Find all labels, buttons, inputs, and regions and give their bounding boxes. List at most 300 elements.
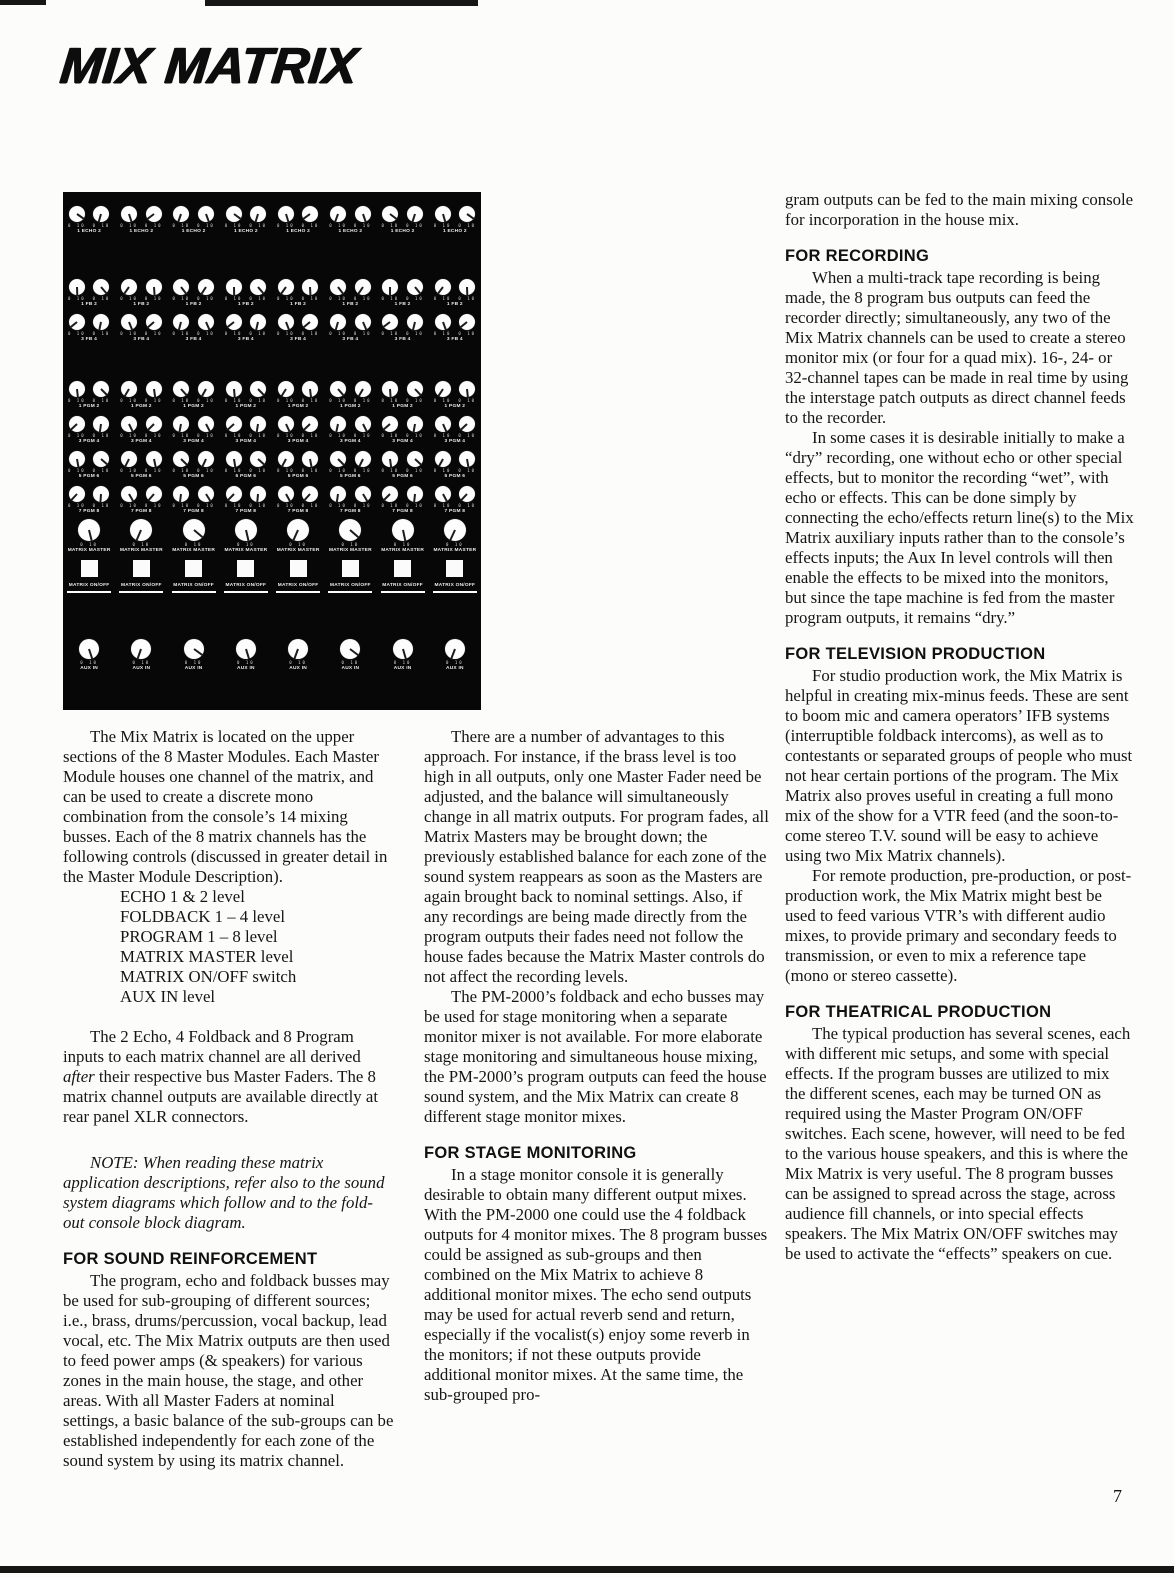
knob-scale-ticks: 0 10 bbox=[67, 468, 86, 473]
knob bbox=[330, 206, 346, 222]
knob-unit bbox=[249, 279, 267, 301]
knob-pointer bbox=[128, 424, 134, 433]
control-label: 3 PGM 4 bbox=[183, 439, 204, 444]
knob-pointer bbox=[147, 493, 154, 501]
knob bbox=[355, 206, 371, 222]
knob-pair bbox=[120, 451, 162, 473]
knob-scale-ticks: 0 10 bbox=[92, 296, 111, 301]
knob-pointer bbox=[70, 493, 77, 501]
knob-pointer bbox=[177, 214, 182, 223]
channel-strip bbox=[115, 192, 167, 710]
knob-unit bbox=[68, 206, 86, 228]
knob bbox=[278, 451, 294, 467]
knob-scale-ticks: 0 10 bbox=[353, 503, 372, 508]
knob-unit bbox=[329, 486, 347, 508]
knob-unit bbox=[68, 451, 86, 473]
knob-pointer bbox=[309, 287, 311, 296]
knob-pair bbox=[68, 314, 110, 336]
knob-scale-ticks: 0 10 bbox=[224, 433, 243, 438]
control-label: 7 PGM 8 bbox=[392, 509, 413, 514]
knob-unit bbox=[120, 381, 138, 403]
knob-scale-ticks: 0 10 bbox=[458, 398, 477, 403]
knob-scale-ticks: 0 10 bbox=[132, 542, 151, 547]
knob-scale-ticks: 0 10 bbox=[433, 331, 452, 336]
control-label: AUX IN bbox=[445, 666, 464, 671]
knob-unit bbox=[406, 416, 424, 438]
knob-pointer bbox=[413, 494, 416, 503]
knob bbox=[198, 381, 214, 397]
knob-unit bbox=[277, 416, 295, 438]
knob-pair bbox=[381, 206, 423, 228]
knob bbox=[250, 381, 266, 397]
knob-scale-ticks: 0 10 bbox=[237, 660, 255, 665]
control-label: 5 PGM 6 bbox=[183, 474, 204, 479]
paragraph: When a multi-track tape recording is being made, the 8 program bus outputs can feed the recorder directly; simultaneously, any two of the Mix Matrix channels can be used to create a stereo monitor mix (or four for a quad mix). 16-, 24- or 32-channel tapes can be made in real time by using the interstage patch outputs as direct channel feeds to the recorder. bbox=[785, 268, 1129, 427]
knob-unit bbox=[458, 381, 476, 403]
knob-pair bbox=[120, 486, 162, 508]
control-label: 3 FB 4 bbox=[446, 337, 463, 342]
control-label: 3 FB 4 bbox=[290, 337, 307, 342]
knob-scale-ticks: 0 10 bbox=[249, 398, 268, 403]
knob bbox=[435, 314, 451, 330]
knob-pointer bbox=[335, 424, 339, 433]
knob-unit bbox=[329, 451, 347, 473]
knob-scale-ticks: 0 10 bbox=[249, 468, 268, 473]
knob-unit bbox=[339, 519, 361, 547]
list-item: MATRIX ON/OFF switch bbox=[120, 967, 297, 986]
matrix-onoff-switch-row bbox=[328, 560, 372, 593]
knob-scale-ticks: 0 10 bbox=[406, 331, 424, 336]
knob bbox=[173, 486, 189, 502]
knob-unit bbox=[120, 314, 138, 336]
knob-scale-ticks: 0 10 bbox=[341, 542, 360, 547]
knob bbox=[121, 381, 137, 397]
knob-unit bbox=[225, 314, 243, 336]
knob bbox=[407, 416, 423, 432]
knob bbox=[382, 381, 398, 397]
knob bbox=[250, 486, 266, 502]
knob-scale-ticks: 0 10 bbox=[381, 433, 400, 438]
control-label: AUX IN bbox=[236, 666, 255, 671]
knob-pointer bbox=[205, 493, 211, 502]
knob-pointer bbox=[76, 213, 84, 220]
knob bbox=[250, 206, 266, 222]
knob bbox=[121, 206, 137, 222]
knob bbox=[355, 416, 371, 432]
knob-scale-ticks: 0 10 bbox=[353, 468, 372, 473]
knob-row bbox=[277, 279, 319, 308]
paragraph: The typical production has several scenes, each with different mic setups, and some with special effects. If the program busses are utilized to mix the different scenes, each may be turned ON as required using the Master Program ON/OFF switches. Each scene, however, will need to be fed to the various house speakers, and this is where the Mix Matrix is very useful. The 8 program busses can be assigned to spread across the stage, across audience fill channels, or into special effects speakers. The Mix Matrix ON/OFF switches may be used to activate the “effects” speakers on cue. bbox=[785, 1024, 1131, 1263]
knob-scale-ticks: 0 10 bbox=[446, 542, 464, 547]
text-column-middle bbox=[424, 727, 770, 1405]
knob bbox=[146, 314, 162, 330]
knob-scale-ticks: 0 10 bbox=[92, 223, 111, 228]
knob-pair bbox=[381, 451, 423, 473]
knob-scale-ticks: 0 10 bbox=[92, 433, 111, 438]
knob-unit bbox=[197, 451, 215, 473]
knob bbox=[198, 486, 214, 502]
channel-strip bbox=[220, 192, 272, 710]
control-label: 5 PGM 6 bbox=[444, 474, 466, 479]
knob-pair bbox=[381, 279, 423, 301]
knob-unit bbox=[249, 314, 267, 336]
knob-scale-ticks: 0 10 bbox=[433, 503, 452, 508]
knob-pointer bbox=[402, 530, 406, 542]
knob bbox=[250, 416, 266, 432]
knob bbox=[287, 519, 309, 541]
knob-pointer bbox=[402, 649, 407, 660]
knob-pointer bbox=[88, 649, 93, 660]
knob-scale-ticks: 0 10 bbox=[381, 296, 400, 301]
knob-scale-ticks: 0 10 bbox=[144, 468, 163, 473]
knob-unit bbox=[145, 381, 163, 403]
knob bbox=[444, 519, 466, 541]
knob-scale-ticks: 0 10 bbox=[329, 468, 347, 473]
knob-pointer bbox=[337, 458, 345, 466]
knob-scale-ticks: 0 10 bbox=[92, 503, 111, 508]
knob bbox=[69, 416, 85, 432]
knob-pair bbox=[329, 486, 371, 508]
panel-figure bbox=[63, 192, 481, 710]
knob-unit bbox=[145, 416, 163, 438]
knob-unit bbox=[329, 381, 347, 403]
knob-scale-ticks: 0 10 bbox=[80, 542, 98, 547]
knob-pointer bbox=[280, 388, 286, 397]
knob-scale-ticks: 0 10 bbox=[381, 223, 400, 228]
knob bbox=[302, 486, 318, 502]
knob-pointer bbox=[449, 530, 456, 542]
knob-pointer bbox=[226, 423, 234, 430]
knob bbox=[302, 206, 318, 222]
knob-pointer bbox=[76, 389, 79, 398]
knob-scale-ticks: 0 10 bbox=[224, 503, 243, 508]
knob-scale-ticks: 0 10 bbox=[458, 468, 477, 473]
knob-scale-ticks: 0 10 bbox=[433, 296, 452, 301]
knob-pointer bbox=[285, 322, 290, 331]
knob-scale-ticks: 0 10 bbox=[144, 331, 163, 336]
channel-strip bbox=[168, 192, 220, 710]
control-label: 1 FB 2 bbox=[290, 302, 307, 307]
knob-pair bbox=[434, 314, 476, 336]
control-label: 1 ECHO 2 bbox=[286, 229, 311, 234]
knob bbox=[278, 314, 294, 330]
knob-pointer bbox=[226, 321, 234, 328]
knob-scale-ticks: 0 10 bbox=[381, 331, 400, 336]
knob-scale-ticks: 0 10 bbox=[172, 296, 191, 301]
knob bbox=[183, 519, 205, 541]
knob-scale-ticks: 0 10 bbox=[329, 296, 347, 301]
control-label: MATRIX MASTER bbox=[172, 548, 216, 553]
knob-unit bbox=[354, 381, 372, 403]
control-label: 7 PGM 8 bbox=[444, 509, 466, 514]
knob-pointer bbox=[201, 389, 207, 398]
knob-unit bbox=[381, 314, 399, 336]
list-item: AUX IN level bbox=[120, 987, 216, 1006]
knob-scale-ticks: 0 10 bbox=[353, 296, 372, 301]
knob-unit bbox=[120, 206, 138, 228]
knob-scale-ticks: 0 10 bbox=[406, 398, 424, 403]
control-label: 1 FB 2 bbox=[342, 302, 359, 307]
knob-pair bbox=[68, 451, 110, 473]
knob bbox=[407, 486, 423, 502]
knob-scale-ticks: 0 10 bbox=[197, 398, 215, 403]
knob bbox=[435, 206, 451, 222]
knob-unit bbox=[277, 486, 295, 508]
knob bbox=[393, 639, 413, 659]
knob-pair bbox=[277, 381, 319, 403]
channel-strip bbox=[272, 192, 324, 710]
knob-unit bbox=[381, 451, 399, 473]
knob-unit bbox=[434, 314, 452, 336]
paragraph: In some cases it is desirable initially to make a “dry” recording, one without echo or other special effects, but to monitor the recording “wet”, with echo or effects. This can be done simply by connecting the echo/effects return line(s) to the Mix Matrix auxiliary inputs rather than to the console’s effects inputs; the Aux In level controls will then enable the effects to be mixed into the monitors, but since the tape machine is fed from the master program outputs, it remains “dry.” bbox=[785, 428, 1134, 627]
knob-scale-ticks: 0 10 bbox=[197, 331, 215, 336]
knob-row bbox=[381, 314, 423, 343]
knob bbox=[278, 279, 294, 295]
control-label: 1 FB 2 bbox=[446, 302, 463, 307]
knob-row bbox=[329, 416, 371, 445]
knob bbox=[278, 381, 294, 397]
knob-scale-ticks: 0 10 bbox=[197, 223, 215, 228]
knob-row bbox=[225, 314, 267, 343]
knob-scale-ticks: 0 10 bbox=[249, 503, 268, 508]
knob bbox=[330, 416, 346, 432]
knob-pointer bbox=[205, 214, 210, 223]
knob bbox=[198, 279, 214, 295]
knob-pointer bbox=[101, 286, 108, 294]
knob-pointer bbox=[460, 493, 467, 501]
knob-row bbox=[236, 639, 256, 672]
list-item: ECHO 1 & 2 level bbox=[120, 887, 245, 906]
knob-scale-ticks: 0 10 bbox=[67, 223, 86, 228]
knob-scale-ticks: 0 10 bbox=[276, 296, 295, 301]
knob bbox=[330, 451, 346, 467]
knob-pointer bbox=[245, 530, 250, 542]
knob-pointer bbox=[153, 459, 157, 468]
control-label: 1 FB 2 bbox=[185, 302, 202, 307]
knob-unit bbox=[329, 416, 347, 438]
knob-pointer bbox=[179, 424, 183, 433]
knob-unit bbox=[277, 381, 295, 403]
knob bbox=[226, 451, 242, 467]
knob-pointer bbox=[124, 459, 130, 468]
control-label: 3 FB 4 bbox=[237, 337, 254, 342]
knob-unit bbox=[354, 314, 372, 336]
knob-unit bbox=[434, 416, 452, 438]
knob-unit bbox=[145, 451, 163, 473]
knob-scale-ticks: 0 10 bbox=[224, 398, 243, 403]
knob-pointer bbox=[362, 214, 367, 223]
control-label: 5 PGM 6 bbox=[235, 474, 257, 479]
control-label: MATRIX ON/OFF bbox=[121, 583, 162, 588]
knob-pair bbox=[277, 314, 319, 336]
knob bbox=[173, 451, 189, 467]
knob-pointer bbox=[101, 388, 109, 396]
knob-unit bbox=[249, 486, 267, 508]
knob-row bbox=[277, 206, 319, 235]
knob-pointer bbox=[193, 648, 203, 656]
paragraph: For remote production, pre-production, or post-production work, the Mix Matrix might best be used to feed various VTR’s with different audio mixes, to provide primary and secondary feeds to transmission, or even to mix a reference tape (mono or stereo cassette). bbox=[785, 866, 1132, 985]
knob-pointer bbox=[293, 649, 299, 660]
knob bbox=[226, 381, 242, 397]
knob bbox=[93, 279, 109, 295]
knob-scale-ticks: 0 10 bbox=[144, 433, 163, 438]
control-label: 1 ECHO 2 bbox=[129, 229, 154, 234]
knob-scale-ticks: 0 10 bbox=[301, 398, 320, 403]
knob-scale-ticks: 0 10 bbox=[132, 660, 151, 665]
knob-scale-ticks: 0 10 bbox=[329, 433, 347, 438]
knob-scale-ticks: 0 10 bbox=[92, 331, 111, 336]
switch-underline bbox=[119, 591, 163, 593]
italic-run: after bbox=[63, 1067, 95, 1086]
knob-unit bbox=[406, 486, 424, 508]
matrix-onoff-switch-row bbox=[224, 560, 268, 593]
knob-pair bbox=[68, 206, 110, 228]
knob bbox=[173, 416, 189, 432]
knob-row bbox=[434, 416, 476, 445]
knob bbox=[355, 381, 371, 397]
knob-pointer bbox=[337, 388, 344, 396]
section-heading: FOR TELEVISION PRODUCTION bbox=[785, 645, 1046, 663]
matrix-onoff-switch-row bbox=[381, 560, 425, 593]
knob-scale-ticks: 0 10 bbox=[406, 468, 424, 473]
knob-scale-ticks: 0 10 bbox=[92, 468, 111, 473]
knob-scale-ticks: 0 10 bbox=[289, 542, 307, 547]
knob-unit bbox=[444, 519, 466, 547]
paragraph: For studio production work, the Mix Matrix is helpful in creating mix-minus feeds. These are sent to boom mic and camera operators’ IFB systems (interruptible foldback intercoms), as well as to contestants or separated groups of people who must not hear certain portions of the program. The Mix Matrix also proves useful in creating a full mono mix of the show for a VTR feed (and the soon-to-come stereo T.V. sound will be easy to achieve using two Mix Matrix channels). bbox=[785, 666, 1133, 865]
knob-scale-ticks: 0 10 bbox=[197, 296, 215, 301]
knob-scale-ticks: 0 10 bbox=[237, 542, 255, 547]
knob-unit bbox=[93, 486, 111, 508]
knob-row bbox=[381, 486, 423, 515]
switch-underline bbox=[328, 591, 372, 593]
knob-scale-ticks: 0 10 bbox=[276, 223, 295, 228]
knob-row bbox=[120, 486, 162, 515]
channel-strip bbox=[63, 192, 115, 710]
knob-unit bbox=[93, 416, 111, 438]
knob-unit bbox=[354, 206, 372, 228]
knob bbox=[198, 206, 214, 222]
knob-pointer bbox=[88, 530, 93, 542]
knob-pointer bbox=[181, 286, 188, 294]
knob-unit bbox=[249, 381, 267, 403]
knob-scale-ticks: 0 10 bbox=[120, 468, 138, 473]
knob-pointer bbox=[334, 214, 339, 223]
knob-row bbox=[68, 206, 110, 235]
knob-unit bbox=[277, 314, 295, 336]
knob-unit bbox=[197, 279, 215, 301]
section-heading: FOR THEATRICAL PRODUCTION bbox=[785, 1003, 1052, 1021]
knob-pointer bbox=[466, 389, 469, 398]
knob-scale-ticks: 0 10 bbox=[458, 433, 477, 438]
knob-unit bbox=[184, 639, 204, 665]
knob-pair bbox=[120, 279, 162, 301]
knob bbox=[93, 206, 109, 222]
knob-unit bbox=[225, 381, 243, 403]
knob-scale-ticks: 0 10 bbox=[406, 433, 424, 438]
knob-scale-ticks: 0 10 bbox=[446, 660, 464, 665]
knob-pair bbox=[434, 206, 476, 228]
knob-row bbox=[329, 519, 372, 554]
knob-pointer bbox=[357, 286, 364, 294]
knob bbox=[355, 314, 371, 330]
control-label: 3 PGM 4 bbox=[340, 439, 361, 444]
knob-unit bbox=[197, 381, 215, 403]
scan-artifact-top bbox=[0, 0, 46, 5]
knob-row bbox=[68, 279, 110, 308]
knob-unit bbox=[434, 486, 452, 508]
knob-unit bbox=[434, 451, 452, 473]
knob-pair bbox=[434, 486, 476, 508]
control-label: AUX IN bbox=[80, 666, 98, 671]
control-label: MATRIX MASTER bbox=[119, 548, 163, 553]
control-label: 5 PGM 6 bbox=[131, 474, 152, 479]
knob bbox=[250, 279, 266, 295]
knob-pair bbox=[381, 381, 423, 403]
control-label: MATRIX ON/OFF bbox=[382, 583, 423, 588]
knob-row bbox=[381, 279, 423, 308]
knob-pointer bbox=[179, 494, 182, 503]
knob bbox=[355, 486, 371, 502]
knob bbox=[121, 486, 137, 502]
knob bbox=[278, 486, 294, 502]
knob-unit bbox=[249, 451, 267, 473]
switch-button-icon bbox=[446, 560, 463, 577]
knob-unit bbox=[68, 416, 86, 438]
knob-row bbox=[172, 314, 214, 343]
knob-unit bbox=[172, 451, 190, 473]
knob-row bbox=[68, 314, 110, 343]
knob bbox=[93, 314, 109, 330]
knob-scale-ticks: 0 10 bbox=[406, 503, 424, 508]
controls-list bbox=[63, 887, 394, 1007]
knob-scale-ticks: 0 10 bbox=[381, 398, 400, 403]
knob bbox=[250, 451, 266, 467]
knob-pointer bbox=[146, 321, 154, 328]
knob-pointer bbox=[70, 423, 78, 430]
control-label: 3 PGM 4 bbox=[235, 439, 257, 444]
control-label: 7 PGM 8 bbox=[235, 509, 257, 514]
knob-scale-ticks: 0 10 bbox=[353, 223, 372, 228]
knob-row bbox=[225, 279, 267, 308]
knob-pointer bbox=[255, 322, 259, 331]
knob bbox=[198, 451, 214, 467]
knob-unit bbox=[120, 416, 138, 438]
knob-unit bbox=[183, 519, 205, 547]
knob-row bbox=[68, 486, 110, 515]
knob-pair bbox=[120, 206, 162, 228]
knob-pair bbox=[434, 451, 476, 473]
knob-scale-ticks: 0 10 bbox=[329, 331, 347, 336]
knob-scale-ticks: 0 10 bbox=[458, 296, 477, 301]
knob-pair bbox=[329, 279, 371, 301]
knob bbox=[382, 206, 398, 222]
knob-scale-ticks: 0 10 bbox=[197, 433, 215, 438]
knob-pointer bbox=[233, 287, 235, 296]
control-label: MATRIX ON/OFF bbox=[173, 583, 214, 588]
control-label: MATRIX MASTER bbox=[381, 548, 425, 553]
knob-row bbox=[225, 206, 267, 235]
knob bbox=[407, 381, 423, 397]
knob bbox=[235, 519, 257, 541]
knob-pair bbox=[277, 279, 319, 301]
knob bbox=[407, 279, 423, 295]
knob-row bbox=[225, 451, 267, 480]
knob-pair bbox=[329, 314, 371, 336]
knob-pair bbox=[277, 206, 319, 228]
knob-unit bbox=[197, 314, 215, 336]
knob bbox=[173, 314, 189, 330]
control-label: MATRIX MASTER bbox=[224, 548, 268, 553]
